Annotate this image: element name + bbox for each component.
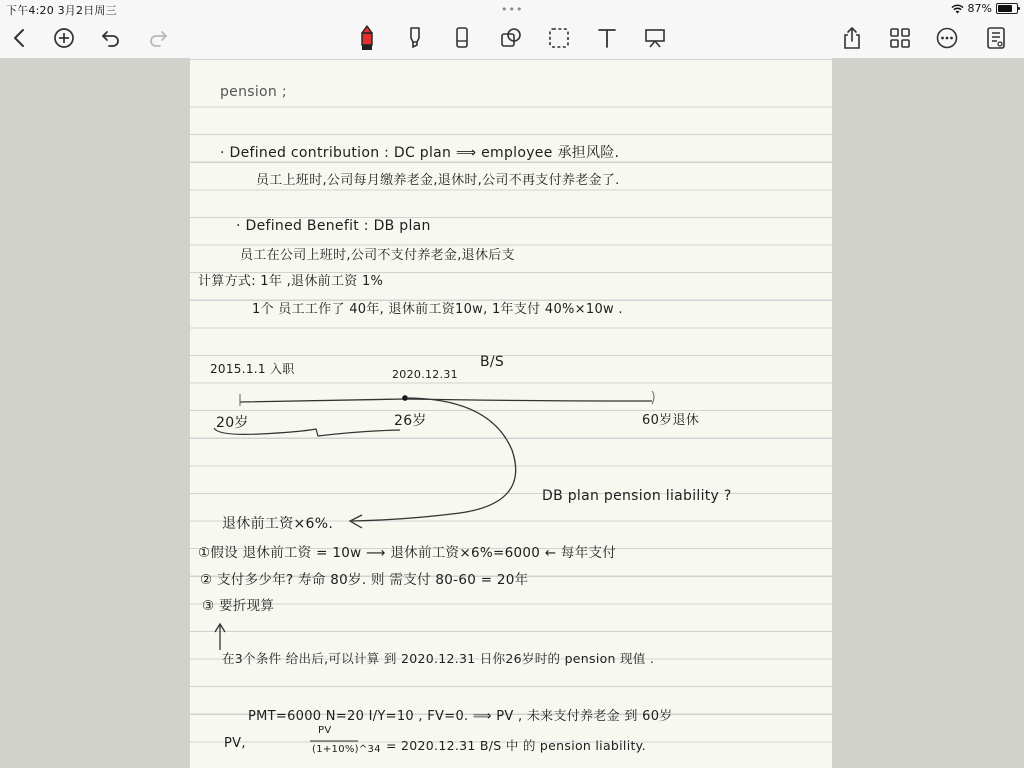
multitasking-dots[interactable]: ••• [501, 3, 524, 16]
undo-icon [100, 27, 122, 49]
example-line: 1个 员工工作了 40年, 退休前工资10w, 1年支付 40%×10w . [252, 302, 623, 317]
toolbar [0, 18, 1024, 58]
conclusion: 在3个条件 给出后,可以计算 到 2020.12.31 日你26岁时的 pension 现值 . [222, 651, 655, 666]
age-26: 26岁 [394, 413, 427, 429]
more-icon [936, 27, 958, 49]
db-question: DB plan pension liability ? [542, 488, 732, 504]
highlighter-tool-button[interactable] [399, 22, 431, 54]
bs-date: 2020.12.31 [392, 368, 458, 381]
status-bar [0, 0, 1024, 18]
note-page[interactable] [190, 58, 832, 768]
ink-strokes [190, 58, 832, 768]
age-20: 20岁 [216, 415, 249, 431]
timeline-end-tick [652, 391, 654, 404]
age-brace [214, 428, 400, 436]
back-button[interactable] [4, 22, 36, 54]
back-icon [9, 27, 31, 49]
db-plan-line: · Defined Benefit : DB plan [236, 218, 431, 234]
eraser-icon [451, 25, 473, 51]
share-icon [841, 26, 863, 50]
shapes-icon [499, 26, 523, 50]
text-icon [596, 27, 618, 49]
status-right [951, 2, 1018, 15]
calc-method: 计算方式: 1年 ,退休前工资 1% [198, 274, 384, 289]
presenter-tool-button[interactable] [639, 22, 671, 54]
battery-fill [998, 5, 1012, 12]
add-icon [53, 27, 75, 49]
undo-button[interactable] [95, 22, 127, 54]
lasso-tool-button[interactable] [543, 22, 575, 54]
share-button[interactable] [836, 22, 868, 54]
more-button[interactable] [931, 22, 963, 54]
step-1: ①假设 退休前工资 = 10w ⟶ 退休前工资×6%=6000 ← 每年支付 [198, 545, 617, 561]
text-tool-button[interactable] [591, 22, 623, 54]
battery-cap [1018, 7, 1020, 10]
curved-arrow [352, 398, 516, 521]
grid-icon [889, 27, 911, 49]
join-date: 2015.1.1 入职 [210, 362, 295, 376]
bs-label: B/S [480, 354, 505, 370]
redo-icon [147, 27, 169, 49]
pv-fraction-numerator: PV [318, 725, 332, 736]
pv-fraction-denominator: (1+10%)^34 [312, 744, 381, 755]
lasso-icon [547, 26, 571, 50]
bs-result: = 2020.12.31 B/S 中 的 pension liability. [386, 738, 646, 753]
dc-plan-detail: 员工上班时,公司每月缴养老金,退休时,公司不再支付养老金了. [256, 173, 620, 188]
battery-percent: 87% [967, 2, 992, 15]
wifi-icon [951, 4, 964, 14]
pv-label: PV, [224, 736, 246, 751]
presenter-icon [643, 26, 667, 50]
battery-icon [996, 3, 1018, 14]
notebook-button[interactable] [980, 22, 1012, 54]
notebook-icon [985, 26, 1007, 50]
eraser-tool-button[interactable] [446, 22, 478, 54]
note-title: pension ; [220, 84, 287, 100]
step-3: ③ 要折现算 [202, 598, 275, 614]
step-2: ② 支付多少年? 寿命 80岁. 则 需支付 80-60 = 20年 [200, 572, 529, 588]
pen-icon [356, 25, 378, 51]
highlighter-icon [404, 25, 426, 51]
page-grid-button[interactable] [884, 22, 916, 54]
dc-plan-line: · Defined contribution : DC plan ⟹ employee 承担风险. [220, 145, 620, 161]
add-page-button[interactable] [48, 22, 80, 54]
db-plan-detail: 员工在公司上班时,公司不支付养老金,退休后支 [240, 248, 515, 263]
redo-button[interactable] [142, 22, 174, 54]
salary-pct: 退休前工资×6%. [222, 516, 334, 532]
shapes-tool-button[interactable] [495, 22, 527, 54]
pen-tool-button[interactable] [351, 22, 383, 54]
status-time: 下午4:20 3月2日周三 [6, 4, 117, 17]
retire-60: 60岁退休 [642, 413, 700, 428]
calc-params: PMT=6000 N=20 I/Y=10 , FV=0. ⟹ PV , 未来支付养老金 到 60岁 [248, 709, 673, 724]
